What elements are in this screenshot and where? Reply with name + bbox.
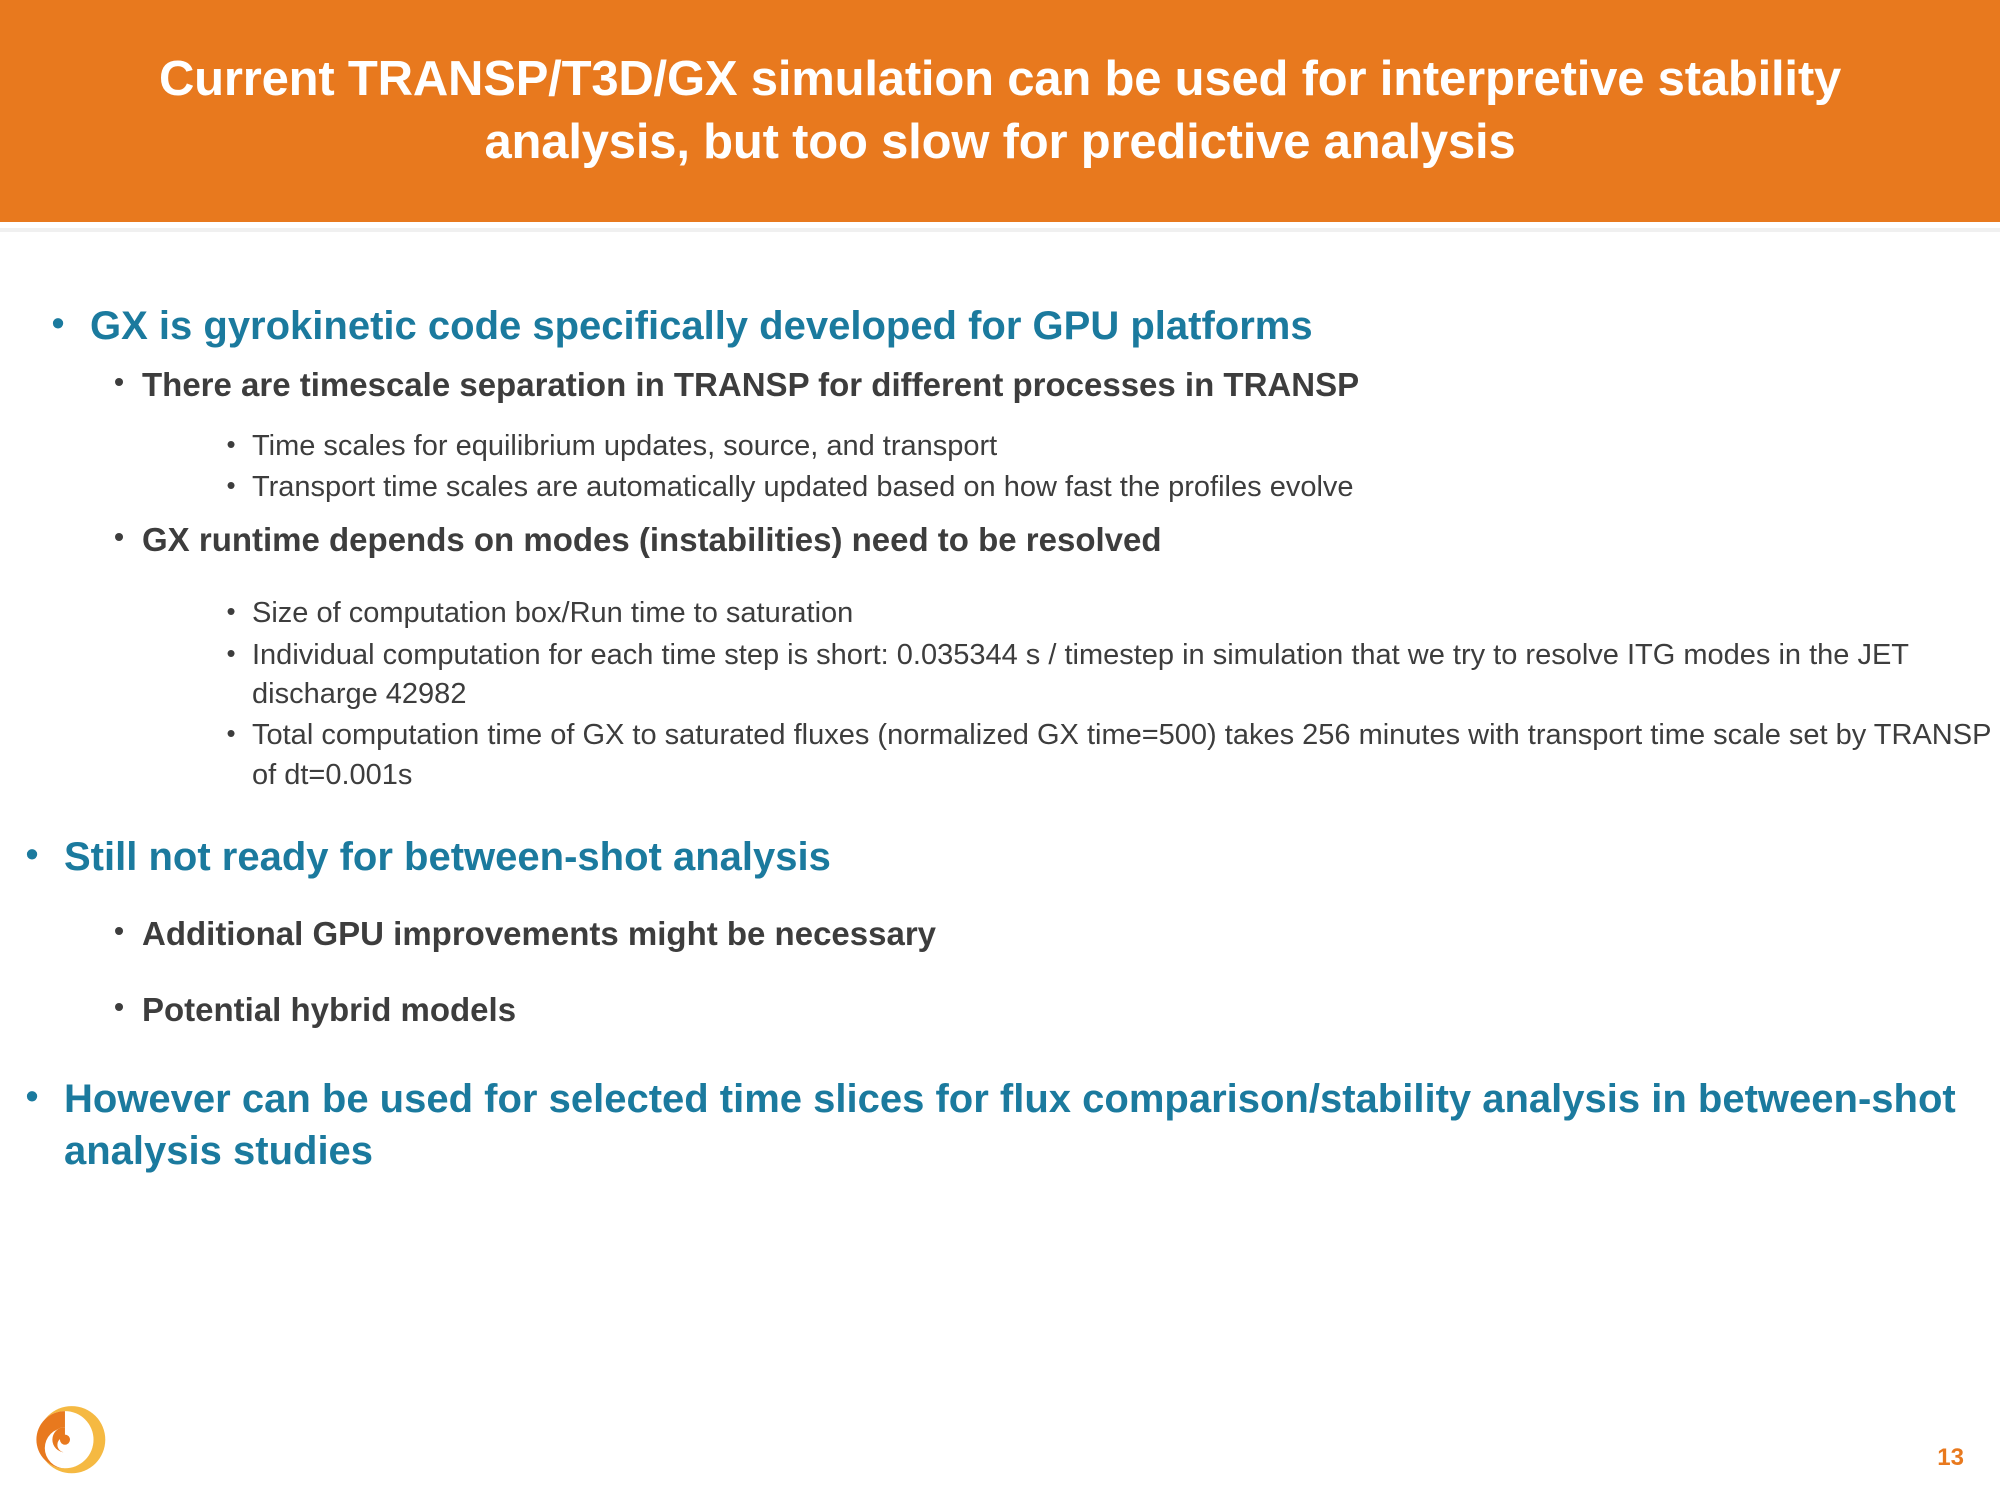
bullet-glyph-icon: •: [226, 718, 236, 749]
organization-logo-icon: [28, 1396, 112, 1480]
bullet-glyph-icon: •: [226, 429, 236, 460]
spacer: [0, 510, 2000, 518]
spacer: [0, 797, 2000, 831]
spacer: [0, 894, 2000, 912]
bullet-level1-not-ready: [0, 831, 2000, 884]
bullet-glyph-icon: •: [25, 833, 39, 875]
bullet-glyph-icon: •: [114, 365, 124, 397]
bullet-text: Total computation time of GX to saturated fluxes (normalized GX time=500) takes 256 minutes with transport time scale set by TRANSP of dt=0.001s: [252, 719, 1991, 791]
bullet-glyph-icon: •: [51, 302, 65, 343]
bullet-level2-timescale-separation: [0, 363, 2000, 407]
bullet-level3-time-scales-equilibrium: [0, 427, 2000, 466]
bullet-level2-additional-gpu: [0, 912, 2000, 956]
bullet-glyph-icon: •: [226, 596, 236, 627]
bullet-glyph-icon: •: [114, 991, 124, 1023]
bullet-level3-individual-computation: [0, 636, 2000, 715]
bullet-glyph-icon: •: [114, 915, 124, 947]
bullet-level1-gx-gyrokinetic: [0, 300, 2000, 353]
bullet-list-root: [0, 300, 2000, 1178]
bullet-level2-potential-hybrid-models: [0, 988, 2000, 1032]
bullet-glyph-icon: •: [226, 637, 236, 668]
bullet-glyph-icon: •: [226, 470, 236, 501]
bullet-level1-however-can-be-used: [0, 1073, 2000, 1179]
bullet-text: Individual computation for each time step is short: 0.035344 s / timestep in simulation that we try to resolve ITG modes in the JET discharge 42982: [252, 638, 1909, 710]
slide-body: [0, 300, 2000, 1188]
spacer: [0, 568, 2000, 594]
spacer: [0, 962, 2000, 988]
bullet-text: Additional GPU improvements might be necessary: [142, 915, 937, 953]
bullet-text: Size of computation box/Run time to saturation: [252, 597, 854, 630]
spacer: [0, 1039, 2000, 1073]
bullet-text: There are timescale separation in TRANSP for different processes in TRANSP: [142, 365, 1360, 403]
bullet-glyph-icon: •: [114, 520, 124, 552]
bullet-level3-size-of-computation-box: [0, 594, 2000, 633]
bullet-text: Transport time scales are automatically updated based on how fast the profiles evolve: [252, 471, 1354, 504]
page-number: 13: [1937, 1444, 1964, 1471]
page-title: Current TRANSP/T3D/GX simulation can be used for interpretive stability analysis, but too slow for predictive analysis: [158, 52, 1842, 169]
bullet-text: GX runtime depends on modes (instabilities) need to be resolved: [142, 520, 1162, 558]
bullet-level3-total-computation-time: [0, 716, 2000, 795]
bullet-text: Potential hybrid models: [142, 991, 517, 1029]
bullet-text: Still not ready for between-shot analysis: [64, 835, 831, 880]
bullet-level2-gx-runtime: [0, 518, 2000, 562]
spacer: [0, 413, 2000, 427]
bullet-text: Time scales for equilibrium updates, source, and transport: [252, 430, 998, 463]
bullet-level3-transport-time-scales: [0, 468, 2000, 507]
title-shadow: [0, 228, 2000, 232]
bullet-text: However can be used for selected time slices for flux comparison/stability analysis in between-shot analysis studies: [64, 1076, 1956, 1174]
bullet-text: GX is gyrokinetic code specifically developed for GPU platforms: [90, 304, 1313, 348]
bullet-glyph-icon: •: [25, 1074, 39, 1116]
slide-title-banner: [0, 0, 2000, 222]
